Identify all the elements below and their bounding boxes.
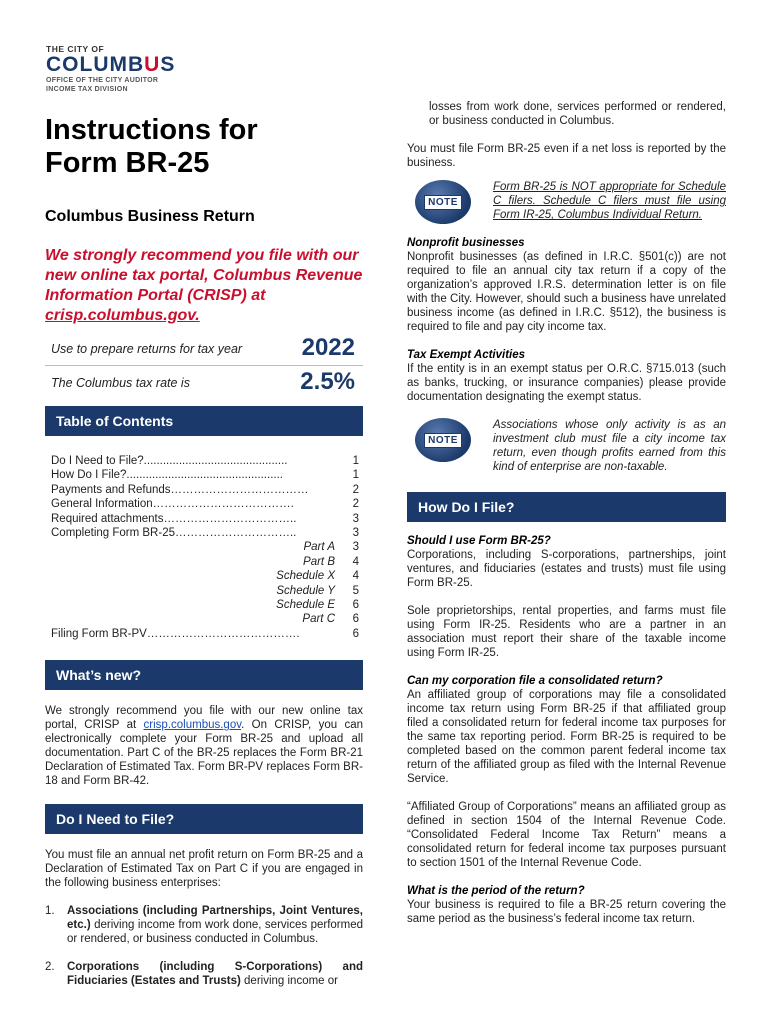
toc-entry[interactable]	[51, 627, 363, 641]
toc-entry-text: Filing Form BR-PV………………………………….	[51, 627, 300, 640]
logo-name-b: S	[160, 53, 176, 76]
tax-year-label: Use to prepare returns for tax year	[51, 342, 243, 356]
toc-entry-page: 2	[352, 498, 359, 511]
logo-line-4: INCOME TAX DIVISION	[46, 86, 128, 93]
list-item-body	[67, 904, 363, 946]
list-item-number: 2.	[45, 961, 55, 974]
nonprofit-heading: Nonprofit businesses	[407, 237, 525, 249]
toc-entry[interactable]	[51, 512, 363, 526]
note-2-text: Associations whose only activity is as an investment club must file a city income tax return, even though profits earned from this kind of enterprise are non-taxable.	[493, 419, 726, 473]
q1-text: Corporations, including S-corporations, partnerships, joint ventures, and fiduciaries (estates and trusts) must file using Form BR-25.	[407, 549, 726, 589]
whats-new-text	[45, 704, 363, 788]
toc-entry[interactable]	[51, 612, 363, 626]
how-do-i-file-heading: How Do I File?	[407, 492, 726, 522]
q2-heading: Can my corporation file a consolidated return?	[407, 675, 663, 687]
logo-name	[46, 54, 206, 76]
toc-entry-page: 6	[352, 613, 359, 626]
page-title: Instructions for Form BR-25	[45, 114, 258, 179]
page-subtitle: Columbus Business Return	[45, 208, 255, 225]
toc-heading: Table of Contents	[45, 406, 363, 436]
toc-entry-text: Part B	[303, 555, 335, 568]
crisp-link[interactable]: crisp.columbus.gov.	[45, 307, 200, 324]
toc-entry-text: Schedule E	[276, 599, 335, 612]
toc-entry[interactable]	[51, 526, 363, 540]
toc-entry-text: Part A	[303, 541, 335, 554]
tax-year-row	[45, 332, 363, 366]
toc-entry-text: How Do I File?.................................................	[51, 469, 283, 482]
recommend-notice	[45, 246, 363, 326]
need-to-file-intro: You must file an annual net profit return on Form BR-25 and a Declaration of Estimated Tax on Part C if you are engaged in the following business enterprises:	[45, 849, 363, 890]
tax-year-value: 2022	[301, 334, 355, 361]
need-to-file-list	[45, 904, 363, 988]
toc-entry-text: Schedule Y	[276, 584, 335, 597]
crisp-link-2[interactable]: crisp.columbus.gov	[143, 719, 242, 732]
logo-line-3: OFFICE OF THE CITY AUDITOR	[46, 77, 159, 84]
tax-rate-value: 2.5%	[300, 368, 355, 395]
toc-entry-page: 4	[352, 570, 359, 583]
list-item-body	[67, 960, 363, 988]
whats-new-heading: What’s new?	[45, 660, 363, 690]
toc-entry[interactable]	[51, 569, 363, 583]
toc-entry[interactable]	[51, 584, 363, 598]
toc-entry-page: 1	[352, 455, 359, 467]
toc-entry[interactable]	[51, 540, 363, 554]
whats-new-text-2: . On CRISP, you can electronically complete your Form BR-25 and upload all documentation. Part C of the BR-25 replaces the Form BR-21 Declaration of Estimated Tax. Form BR-PV replaces Form BR-18 and Form BR-42.	[45, 719, 363, 788]
note-box-2	[407, 418, 726, 474]
tax-rate-row	[45, 366, 363, 402]
toc-entry-text: General Information……………………………….	[51, 498, 294, 511]
logo-line-1: THE CITY OF	[46, 44, 105, 54]
right-column	[407, 100, 726, 926]
note-icon-label: NOTE	[424, 195, 462, 210]
net-loss-text: You must file Form BR-25 even if a net loss is reported by the business.	[407, 143, 726, 169]
toc-entry-text: Required attachments……………………………..	[51, 512, 297, 525]
toc-entry-text: Schedule X	[276, 570, 335, 583]
nonprofit-text: Nonprofit businesses (as defined in I.R.C. §501(c)) are not required to file an annual city tax return if a copy of the organization’s approved I.R.S. determination letter is on file with the City. However, should such a business have unrelated business income (as defined in I.R.C. §512), the business is required to file and pay city income tax.	[407, 251, 726, 333]
table-of-contents	[45, 454, 363, 641]
toc-entry-text: Completing Form BR-25…………………………..	[51, 527, 297, 540]
list-item-number: 1.	[45, 905, 55, 918]
toc-entry-page: 3	[352, 541, 359, 554]
toc-entry[interactable]	[51, 598, 363, 612]
toc-entry-page: 6	[352, 627, 359, 640]
q2-text-2: “Affiliated Group of Corporations” means an affiliated group as defined in section 1504 of the Internal Revenue Code. “Consolidated Federal Income Tax Return” means a consolidated return for federal income tax purposes pursuant to section 1501 of the Internal Revenue Code.	[407, 801, 726, 869]
q3-heading: What is the period of the return?	[407, 885, 585, 897]
logo-name-a: COLUMB	[46, 53, 145, 76]
exempt-heading: Tax Exempt Activities	[407, 349, 526, 361]
note-box-1	[407, 180, 726, 224]
exempt-text: If the entity is in an exempt status per O.R.C. §715.013 (such as banks, trucking, or insurance companies) please provide documentation designating the exempt status.	[407, 363, 726, 403]
toc-entry-page: 4	[352, 555, 359, 568]
toc-entry-page: 5	[352, 584, 359, 597]
city-logo	[46, 44, 206, 94]
note-icon-label: NOTE	[424, 433, 462, 448]
list-item-bold: Corporations (including S-Corporations) and Fiduciaries (Estates and Trusts)	[67, 961, 363, 988]
toc-entry[interactable]	[51, 497, 363, 511]
note-1-text: Form BR-25 is NOT appropriate for Schedule C filers. Schedule C filers must file using Form IR-25, Columbus Individual Return.	[493, 181, 726, 221]
toc-entry-text: Payments and Refunds………………………………	[51, 483, 309, 496]
need-to-file-heading: Do I Need to File?	[45, 804, 363, 834]
toc-entry-page: 1	[352, 469, 359, 482]
recommend-text: We strongly recommend you file with our new online tax portal, Columbus Revenue Information Portal (CRISP) at	[45, 247, 363, 304]
continued-text: losses from work done, services performed or rendered, or business conducted in Columbus.	[429, 101, 726, 127]
note-icon	[415, 418, 471, 462]
list-item-rest: deriving income or	[240, 975, 338, 988]
list-item	[45, 904, 363, 946]
toc-entry[interactable]	[51, 454, 363, 468]
list-item-rest: deriving income from work done, services performed or rendered, or business conducted in Columbus.	[67, 919, 363, 946]
toc-entry-page: 2	[352, 483, 359, 496]
q2-text: An affiliated group of corporations may file a consolidated income tax return using Form BR-25 if that affiliated group filed a consolidated return for federal income tax purposes for the same tax reporting period. Form BR-25 is required to be completed based on the common parent federal income tax return of the affiliated group as filed with the Internal Revenue Service.	[407, 689, 726, 785]
toc-entry-page: 3	[352, 527, 359, 540]
tax-rate-label: The Columbus tax rate is	[51, 376, 190, 390]
q3-text: Your business is required to file a BR-25 return covering the same period as the business’s federal income tax return.	[407, 899, 726, 925]
toc-entry[interactable]	[51, 468, 363, 482]
toc-entry[interactable]	[51, 555, 363, 569]
q1-text-2: Sole proprietorships, rental properties, and farms must file using Form IR-25. Residents who are a partner in an association must report their share of the taxable income using Form IR-25.	[407, 605, 726, 659]
left-column	[45, 114, 363, 988]
logo-name-u: U	[144, 53, 161, 76]
list-item	[45, 960, 363, 988]
q1-heading: Should I use Form BR-25?	[407, 535, 551, 547]
note-icon	[415, 180, 471, 224]
toc-entry-text: Part C	[302, 613, 335, 626]
toc-entry-page: 3	[352, 512, 359, 525]
toc-entry[interactable]	[51, 483, 363, 497]
list-item-bold: Associations (including Partnerships, Joint Ventures, etc.)	[67, 905, 363, 932]
whats-new-text-1: We strongly recommend you file with our new online tax portal, CRISP at	[45, 705, 363, 732]
toc-entry-text: Do I Need to File?.............................................	[51, 455, 288, 467]
toc-entry-page: 6	[352, 599, 359, 612]
